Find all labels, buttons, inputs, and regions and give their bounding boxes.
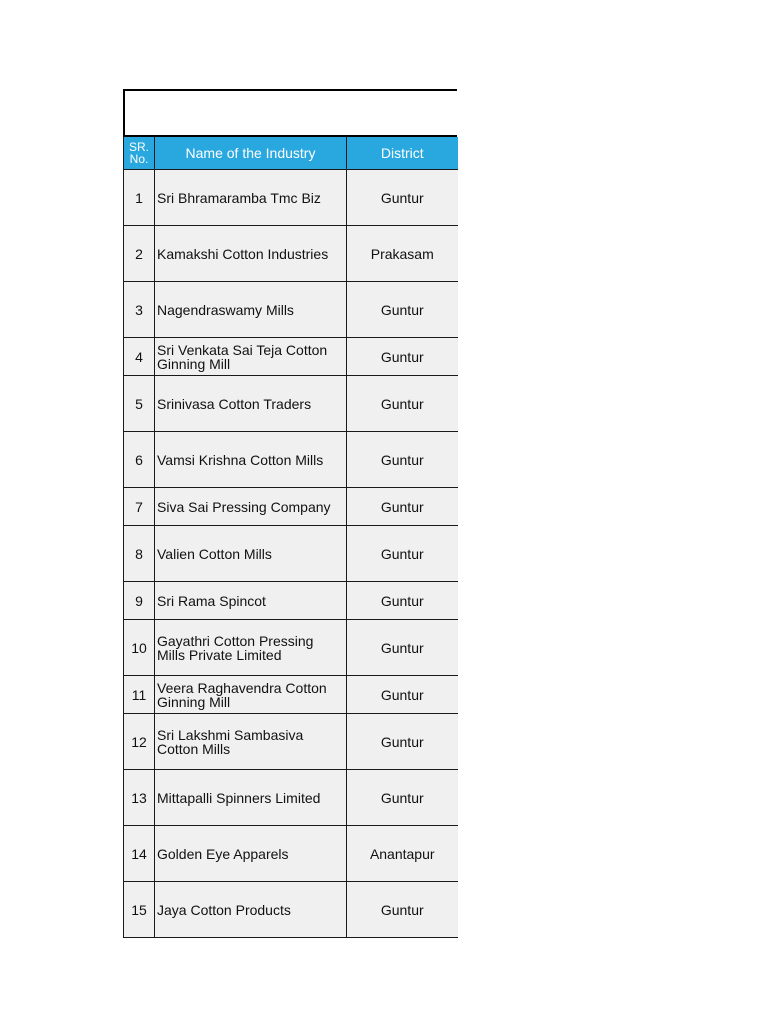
sr-no-cell: 12 bbox=[124, 714, 155, 770]
sr-no-cell: 11 bbox=[124, 676, 155, 714]
table-row bbox=[124, 826, 458, 882]
industry-name-cell: Vamsi Krishna Cotton Mills bbox=[155, 432, 347, 488]
district-cell: Guntur bbox=[347, 170, 458, 226]
table-row bbox=[124, 714, 458, 770]
title-cell bbox=[123, 89, 457, 137]
district-cell: Guntur bbox=[347, 620, 458, 676]
sr-no-cell: 7 bbox=[124, 488, 155, 526]
industry-name-cell: Mittapalli Spinners Limited bbox=[155, 770, 347, 826]
sr-no-cell: 15 bbox=[124, 882, 155, 938]
industry-name-cell: Srinivasa Cotton Traders bbox=[155, 376, 347, 432]
industry-name-cell: Veera Raghavendra Cotton Ginning Mill bbox=[155, 676, 347, 714]
district-cell: Guntur bbox=[347, 714, 458, 770]
table-row bbox=[124, 338, 458, 376]
sr-no-cell: 8 bbox=[124, 526, 155, 582]
header-industry-name: Name of the Industry bbox=[155, 137, 347, 170]
table-row bbox=[124, 882, 458, 938]
table-row bbox=[124, 620, 458, 676]
district-cell: Guntur bbox=[347, 376, 458, 432]
industry-name-cell: Sri Lakshmi Sambasiva Cotton Mills bbox=[155, 714, 347, 770]
sr-no-cell: 13 bbox=[124, 770, 155, 826]
table-row bbox=[124, 432, 458, 488]
industry-table bbox=[123, 137, 458, 938]
sr-no-cell: 9 bbox=[124, 582, 155, 620]
district-cell: Guntur bbox=[347, 432, 458, 488]
table-row bbox=[124, 170, 458, 226]
district-cell: Guntur bbox=[347, 282, 458, 338]
industry-name-cell: Gayathri Cotton Pressing Mills Private Limited bbox=[155, 620, 347, 676]
sr-no-cell: 2 bbox=[124, 226, 155, 282]
table-row bbox=[124, 226, 458, 282]
district-cell: Guntur bbox=[347, 676, 458, 714]
industry-name-cell: Kamakshi Cotton Industries bbox=[155, 226, 347, 282]
industry-name-cell: Siva Sai Pressing Company bbox=[155, 488, 347, 526]
industry-name-cell: Sri Bhramaramba Tmc Biz bbox=[155, 170, 347, 226]
sr-no-cell: 3 bbox=[124, 282, 155, 338]
industry-name-cell: Nagendraswamy Mills bbox=[155, 282, 347, 338]
district-cell: Guntur bbox=[347, 582, 458, 620]
sr-no-cell: 1 bbox=[124, 170, 155, 226]
sr-no-cell: 6 bbox=[124, 432, 155, 488]
district-cell: Anantapur bbox=[347, 826, 458, 882]
spreadsheet-page bbox=[123, 89, 457, 938]
industry-name-cell: Jaya Cotton Products bbox=[155, 882, 347, 938]
industry-name-cell: Golden Eye Apparels bbox=[155, 826, 347, 882]
industry-name-cell: Sri Venkata Sai Teja Cotton Ginning Mill bbox=[155, 338, 347, 376]
industry-name-cell: Valien Cotton Mills bbox=[155, 526, 347, 582]
table-row bbox=[124, 770, 458, 826]
sr-no-cell: 10 bbox=[124, 620, 155, 676]
header-district: District bbox=[347, 137, 458, 170]
sr-no-cell: 5 bbox=[124, 376, 155, 432]
table-row bbox=[124, 526, 458, 582]
sr-no-cell: 4 bbox=[124, 338, 155, 376]
table-row bbox=[124, 582, 458, 620]
table-row bbox=[124, 676, 458, 714]
table-row bbox=[124, 488, 458, 526]
district-cell: Guntur bbox=[347, 882, 458, 938]
table-row bbox=[124, 376, 458, 432]
industry-name-cell: Sri Rama Spincot bbox=[155, 582, 347, 620]
district-cell: Guntur bbox=[347, 770, 458, 826]
table-row bbox=[124, 282, 458, 338]
district-cell: Prakasam bbox=[347, 226, 458, 282]
district-cell: Guntur bbox=[347, 338, 458, 376]
sr-no-cell: 14 bbox=[124, 826, 155, 882]
header-sr-no: SR. No. bbox=[124, 137, 155, 170]
header-row bbox=[124, 137, 458, 170]
district-cell: Guntur bbox=[347, 526, 458, 582]
district-cell: Guntur bbox=[347, 488, 458, 526]
